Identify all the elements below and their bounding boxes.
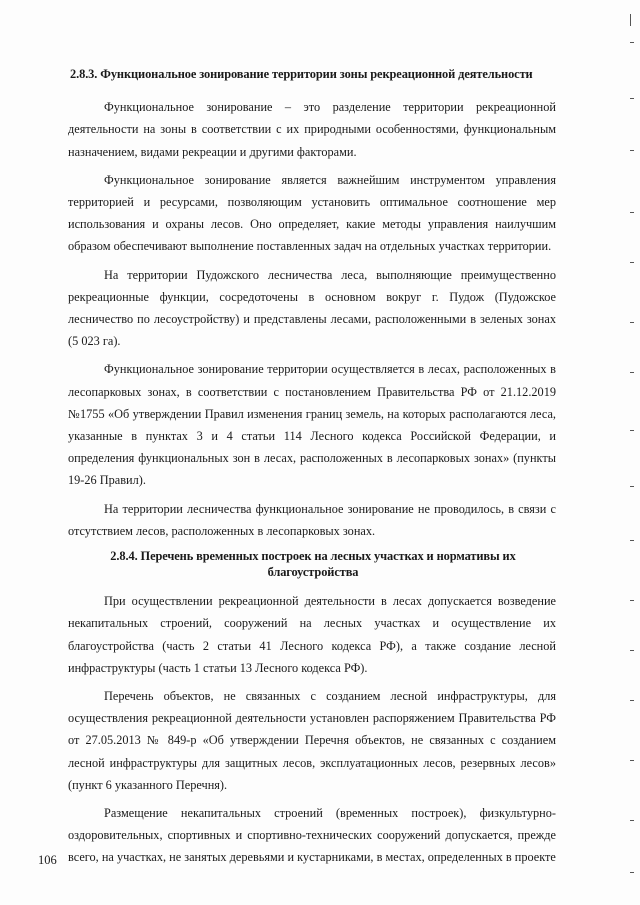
section-heading-2-8-4: 2.8.4. Перечень временных построек на лесных участках и нормативы их благоустройства <box>110 548 516 580</box>
paragraph: Функциональное зонирование – это разделение территории рекреационной деятельности на зоны в соответствии с их природными особенностями, функциональным назначением, видами рекреации и другими факторами. <box>68 100 556 159</box>
paragraph: Функциональное зонирование территории осуществляется в лесах, расположенных в лесопарковых зонах, в соответствии с постановлением Правительства РФ от 21.12.2019 №1755 «Об утверждении Правил изменения границ земель, на которых располагаются леса, указанные в пунктах 3 и 4 статьи 114 Лесного кодекса Российской Федерации, и определения функциональных зон в лесах, расположенных в лесопарковых зонах» (пункты 19-26 Правил). <box>68 362 556 488</box>
page-number: 106 <box>38 853 57 867</box>
paragraph: При осуществлении рекреационной деятельности в лесах допускается возведение некапитальных строений, сооружений на лесных участках и осуществление их благоустройства (часть 2 статьи 41 Лесного кодекса РФ), а также создание лесной инфраструктуры (часть 1 статьи 13 Лесного кодекса РФ). <box>68 594 556 675</box>
paragraph: Функциональное зонирование является важнейшим инструментом управления территорией и ресурсами, позволяющим установить оптимальное соотношение мер использования и охраны лесов. Оно определяет, какие методы управления наилучшим образом обеспечивают выполнение поставленных задач на отдельных участках территории. <box>68 172 556 254</box>
paragraph: На территории лесничества функциональное зонирование не проводилось, в связи с отсутствием лесов, расположенных в лесопарковых зонах. <box>68 501 556 538</box>
paragraph: Размещение некапитальных строений (временных построек), физкультурно-оздоровительных, спортивных и спортивно-технических сооружений допускается, прежде всего, на участках, не занятых деревьями и кустарниками, в местах, определенных в проекте <box>68 806 556 865</box>
paragraph: На территории Пудожского лесничества леса, выполняющие преимущественно рекреационные функции, сосредоточены в основном вокруг г. Пудож (Пудожское лесничество по лесоустройству) и представлены лесами, расположенными в зеленых зонах (5 023 га). <box>68 267 556 349</box>
scan-edge-marks <box>624 0 634 905</box>
paragraph: Перечень объектов, не связанных с созданием лесной инфраструктуры, для осуществления рекреационной деятельности установлен распоряжением Правительства РФ от 27.05.2013 № 849-р «Об утверждении Перечня объектов, не связанных с созданием лесной инфраструктуры для защитных лесов, эксплуатационных лесов, резервных лесов» (пункт 6 указанного Перечня). <box>68 689 556 792</box>
section-heading-2-8-3: 2.8.3. Функциональное зонирование территории зоны рекреационной деятельности <box>70 67 533 81</box>
page-content <box>68 66 556 875</box>
